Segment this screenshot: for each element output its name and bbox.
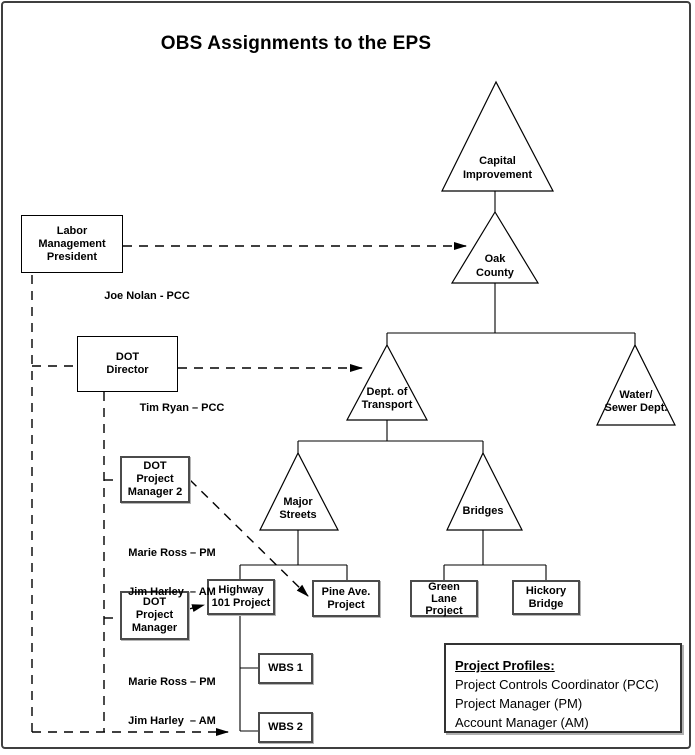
obs-box-labor-management-president [21, 215, 123, 273]
project-box-line: Lane [431, 592, 457, 605]
assignment-joe-nolan-pcc: Joe Nolan - PCC [104, 290, 190, 302]
eps-triangles [260, 82, 675, 530]
project-box-hickory-bridge [512, 580, 580, 615]
eps-triangle-bridges [447, 453, 522, 530]
obs-box-line: Project [136, 473, 174, 485]
obs-box-line: Project [135, 609, 174, 621]
assignment-tim-ryan-pcc: Tim Ryan – PCC [139, 402, 225, 414]
project-box-line: Hickory [525, 584, 567, 597]
obs-box-line: Labor [56, 224, 88, 237]
project-box-line: Project [327, 598, 365, 611]
legend-item-pcc: Project Controls Coordinator (PCC) [455, 677, 659, 692]
project-box-line: WBS 1 [268, 662, 303, 674]
assignment-line: Jim Harley – AM [128, 715, 216, 727]
obs-box-line: Manager [131, 622, 178, 634]
assignment-line: Jim Harley – AM [128, 586, 216, 598]
obs-assignment-dashed-lines [32, 246, 466, 732]
eps-label-line: Dept. of [366, 386, 408, 398]
project-box-wbs-1 [258, 653, 313, 684]
project-box-line: WBS 2 [268, 721, 303, 733]
eps-label-line: Major [283, 496, 313, 508]
legend-item-pm: Project Manager (PM) [455, 696, 583, 711]
assignment-dot-pm-staff [117, 650, 227, 754]
project-box-pine-ave [312, 580, 380, 617]
project-box-green-lane [410, 580, 478, 617]
obs-box-line: DOT [143, 460, 167, 472]
obs-box-line: President [46, 250, 98, 263]
diagram-title: OBS Assignments to the EPS [160, 33, 432, 54]
eps-label-line: Bridges [462, 505, 504, 517]
project-profiles-box [444, 643, 682, 733]
eps-label-line: Streets [279, 509, 317, 521]
obs-box-line: Manager 2 [127, 486, 183, 498]
eps-label-capital-improvement [442, 154, 553, 182]
eps-label-line: County [476, 267, 514, 279]
obs-box-line: DOT [142, 596, 167, 608]
eps-label-line: Oak [484, 253, 506, 265]
obs-box-line: Director [106, 364, 149, 376]
legend-item-am: Account Manager (AM) [455, 715, 589, 730]
project-profiles-heading: Project Profiles: [455, 658, 555, 673]
eps-label-line: Water/ [619, 389, 653, 401]
project-box-wbs-2 [258, 712, 313, 743]
obs-box-line: Management [38, 237, 106, 250]
eps-label-dept-of-transport [342, 386, 432, 412]
eps-label-bridges [443, 505, 523, 518]
obs-box-line: DOT [115, 351, 140, 363]
project-box-line: 101 Project [211, 597, 271, 609]
project-box-line: Green [428, 580, 460, 593]
assignment-line: Marie Ross – PM [128, 676, 216, 688]
eps-label-line: Sewer Dept. [604, 402, 668, 414]
eps-label-major-streets [258, 496, 338, 522]
obs-box-dot-director [77, 336, 178, 392]
eps-label-line: Transport [361, 399, 413, 411]
project-box-line: Highway [218, 584, 264, 596]
eps-label-line: Improvement [462, 169, 533, 181]
project-box-line: Pine Ave. [321, 585, 371, 598]
project-box-line: Bridge [528, 597, 564, 610]
project-box-line: Project [425, 604, 463, 617]
eps-label-line: Capital [479, 155, 516, 167]
eps-label-water-sewer-dept [592, 389, 680, 415]
assignment-line: Marie Ross – PM [128, 547, 216, 559]
assignment-dot-pm2-staff [117, 521, 227, 625]
eps-label-oak-county [452, 252, 538, 280]
obs-box-dot-project-manager-2 [120, 456, 190, 503]
